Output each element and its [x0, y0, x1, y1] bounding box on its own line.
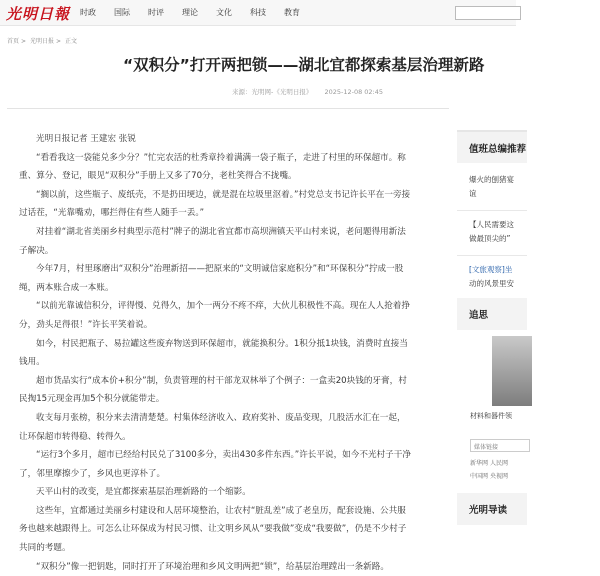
main-nav [80, 7, 318, 18]
sidebar-section-title: 值班总编推荐 [457, 130, 527, 163]
nav-item-tech[interactable]: 科技 [250, 8, 266, 17]
media-links-select[interactable]: 媒体链接 [470, 439, 530, 452]
media-links [470, 457, 508, 483]
article-paragraph: “运行3个多月，超市已经给村民兑了3100多分，卖出430多件东西。”许长平说，如今不光村子干净了，邻里摩擦少了，乡风也更淳朴了。 [19, 450, 411, 479]
article-date: 2025-12-08 02:45 [324, 88, 384, 96]
nav-item-commentary[interactable]: 时评 [148, 8, 164, 17]
breadcrumb-home[interactable]: 首页 [7, 38, 20, 45]
article-paragraph: “搁以前，这些瓶子、废纸壳，不是扔田埂边，就是混在垃圾里沤着。”村党总支书记许长平在一旁接过话茬，“光靠嘴劝，哪拦得住有些人随手一丢。” [19, 189, 411, 219]
memorial-photo[interactable] [492, 336, 532, 406]
sidebar-link[interactable]: 做最顶尖的” [469, 234, 511, 243]
sidebar-link[interactable]: 【人民需要这 [469, 220, 514, 229]
sidebar-recommend [457, 130, 527, 290]
sidebar-link[interactable]: [文旅观察]坐 [469, 265, 513, 274]
nav-item-education[interactable]: 教育 [284, 8, 300, 17]
article-source[interactable]: 来源：光明网-《光明日报》 [232, 88, 313, 96]
breadcrumb-current: 正文 [64, 38, 77, 45]
sidebar-guide-title: 光明导读 [457, 493, 527, 525]
article-title: “双积分”打开两把锁——湖北宜都探索基层治理新路 [123, 56, 485, 74]
article-paragraph: 超市货品实行“成本价+积分”制，负责管理的村干部龙双林举了个例子：一盒卖20块钱的牙膏，村民掏15元现金再加5个积分就能带走。 [19, 375, 407, 405]
article-paragraph: 今年7月，村里琢磨出“双积分”治理新招——把原来的“文明诚信家庭积分”和“环保积分”拧成一股绳，两本账合成一本账。 [19, 264, 404, 293]
breadcrumb-separator: > [55, 38, 62, 45]
nav-item-international[interactable]: 国际 [114, 8, 130, 17]
sidebar-divider [457, 210, 527, 211]
article-paragraph: “以前光靠诚信积分，评得慢、兑得久，加个一两分不疼不痒，大伙儿积极性不高。现在人人抢着挣分，劲头足得很！”许长平笑着说。 [19, 301, 410, 330]
nav-item-culture[interactable]: 文化 [216, 8, 232, 17]
memorial-photo-caption[interactable]: 材料和器件领 [470, 412, 512, 420]
media-link[interactable]: 人民网 [489, 460, 508, 467]
article-paragraph: 对挂着“湖北省美丽乡村典型示范村”牌子的湖北省宜都市高坝洲镇天平山村来说，老问题得用新法子解决。 [19, 226, 406, 256]
breadcrumb [7, 36, 79, 45]
article-paragraph: 如今，村民把瓶子、易拉罐这些废弃物送到环保超市，就能换积分。1积分抵1块钱，消费时直接当钱用。 [19, 338, 408, 368]
search-input[interactable] [455, 6, 521, 20]
breadcrumb-section[interactable]: 光明日报 [29, 38, 54, 45]
media-link[interactable]: 新华网 [470, 460, 489, 467]
nav-item-theory[interactable]: 理论 [182, 8, 198, 17]
sidebar-link[interactable]: 爆火的刨猪宴 [469, 175, 514, 184]
article-paragraph: 收支每月张榜，积分来去清清楚楚。村集体经济收入、政府奖补、废品变现，几股活水汇在一起，让环保超市转得稳、转得久。 [19, 412, 406, 442]
title-divider [7, 108, 449, 109]
article-paragraph: “双积分”像一把钥匙，同时打开了环境治理和乡风文明两把“锁”，给基层治理蹚出一条新路。 [36, 561, 389, 572]
breadcrumb-separator: > [21, 38, 27, 45]
media-link[interactable]: 央视网 [489, 473, 508, 480]
sidebar-memorial-title: 追思 [457, 298, 527, 330]
article-meta [232, 87, 393, 96]
sidebar-link[interactable]: 动的风景里安 [469, 279, 514, 288]
sidebar-divider [457, 255, 527, 256]
article-paragraph: 这些年，宜都通过美丽乡村建设和人居环境整治，让农村“脏乱差”成了老皇历，配套设施、公共服务也越来越跟得上。可怎么让环保成为村民习惯、让文明乡风从“要我做”变成“我要做”，仍是不少村子共同的考题。 [19, 505, 407, 554]
article-byline: 光明日报记者 王建宏 张锐 [36, 134, 136, 144]
nav-item-politics[interactable]: 时政 [80, 8, 96, 17]
media-link[interactable]: 中国网 [470, 473, 489, 480]
article-paragraph: “看看我这一袋能兑多少分？”忙完农活的杜秀章拎着满满一袋子瓶子，走进了村里的环保超市。称重、算分、登记，眼见“双积分”手册上又多了70分，老杜笑得合不拢嘴。 [19, 152, 406, 182]
article-body [19, 130, 411, 576]
site-logo[interactable]: 光明日報 [6, 5, 71, 23]
sidebar-link[interactable]: 谊 [469, 189, 477, 198]
top-navbar [0, 0, 516, 26]
article-paragraph: 天平山村的改变，是宜都探索基层治理新路的一个缩影。 [36, 487, 251, 498]
